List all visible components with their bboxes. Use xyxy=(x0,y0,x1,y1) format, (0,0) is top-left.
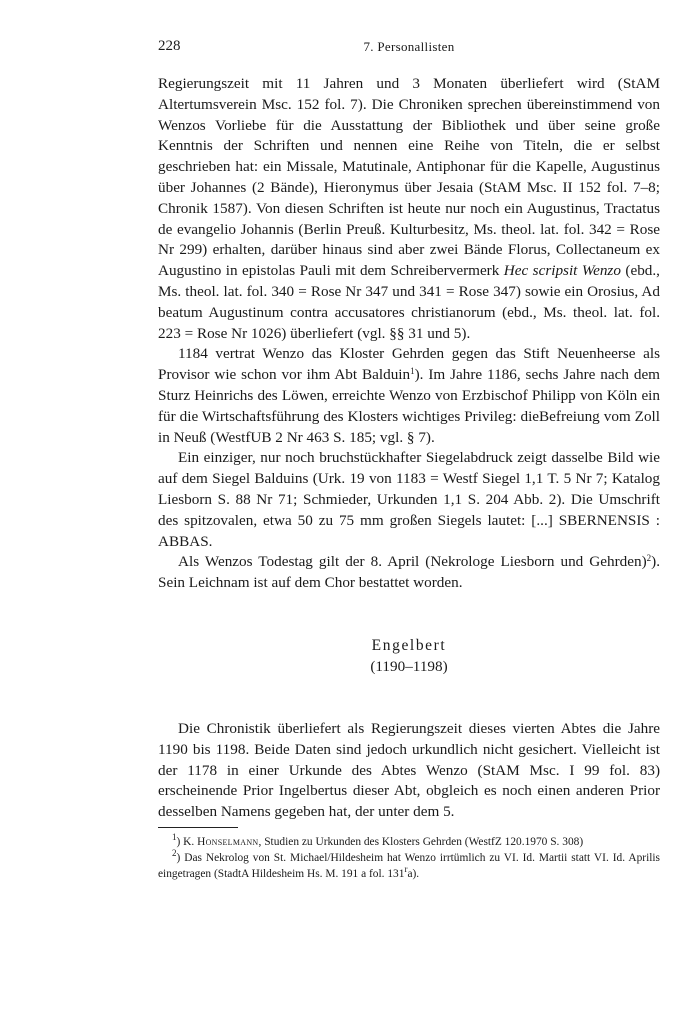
footnote-ref: 2 xyxy=(646,553,652,564)
paragraph xyxy=(158,74,660,344)
text-run: (ebd., Ms. theol. lat. fol. 340 = Rose Nr 347 und 341 = Rose 347) sowie ein Orosius, Ad beatum Augustinum contra accusatores christianorum (ebd., Ms. theol. lat. fol. 223 = Rose Nr 1026) überliefert (vgl. §§ 31 und 5). xyxy=(158,262,660,342)
footnote xyxy=(158,847,660,882)
section-years: (1190–1198) xyxy=(370,657,448,675)
text-run: a). xyxy=(407,867,420,880)
text-run: Regierungszeit mit 11 Jahren und 3 Monaten überliefert wird (StAM Altertumsverein Msc. 152 fol. 7). Die Chroniken sprechen übereinstimmend von Wenzos Vorliebe für die Ausstattung der Bibliothek und über seine große Kenntnis der Schriften und nennen eine Reihe von Titeln, die er selbst geschrieben hat: ein Missale, Matutinale, Antiphonar für die Kapelle, Augustinus über Johannes (2 Bände), Hieronymus über Jesaia (StAM Msc. II 152 fol. 7–8; Chronik 1587). Von diesen Schriften ist heute nur noch ein Augustinus, Tractatus de evangelio Johannis (Berlin Preuß. Kulturbesitz, Ms. theol. lat. fol. 342 = Rose Nr 299) erhalten, darüber hinaus sind aber zwei Bände Florus, Collectaneum ex Augustino in epistolas Pauli mit dem Schreibervermerk xyxy=(158,75,660,280)
superscript: r xyxy=(404,863,408,874)
text-run: 1184 vertrat Wenzo das Kloster Gehrden gegen das Stift Neuenheerse als Provisor wie schon vor ihm Abt Balduin xyxy=(158,345,660,384)
italic-run: Hec scripsit Wenzo xyxy=(503,262,621,280)
section-title: Engelbert xyxy=(371,636,447,654)
text-run: ) K. xyxy=(176,835,198,848)
section-heading xyxy=(158,635,660,677)
text-run: Als Wenzos Todestag gilt der 8. April (Nekrologe Liesborn und Gehrden) xyxy=(178,553,647,571)
paragraph xyxy=(158,448,660,552)
text-run: Ein einziger, nur noch bruchstückhafter Siegelabdruck zeigt dasselbe Bild wie auf dem Siegel Balduins (Urk. 19 von 1183 = Westf Siegel 1,1 T. 5 Nr 7; Katalog Liesborn S. 88 Nr 71; Schmieder, Urkunden 1,1 S. 204 Abb. 2). Die Umschrift des spitzovalen, etwa 50 zu 75 mm großen Siegels lautet: [...] SBERNENSIS : ABBAS. xyxy=(158,449,660,550)
page-number: 228 xyxy=(158,38,181,54)
footnote-number: 2 xyxy=(172,847,177,858)
footnote-divider xyxy=(158,827,238,828)
author-name: Honselmann xyxy=(197,835,259,848)
paragraph xyxy=(158,344,660,448)
running-title: 7. Personallisten xyxy=(363,39,455,54)
footnote xyxy=(158,831,660,850)
footnote-ref: 1 xyxy=(410,366,415,377)
text-run: ) Das Nekrolog von St. Michael/Hildesheim hat Wenzo irrtümlich zu VI. Id. Martii statt VI. Id. Aprilis eingetragen (StadtA Hildesheim Hs. M. 191 a fol. 131 xyxy=(158,851,660,880)
running-head xyxy=(158,38,660,60)
text-run: ). Sein Leichnam ist auf dem Chor bestattet worden. xyxy=(158,553,660,592)
text-run: Die Chronistik überliefert als Regierungszeit dieses vierten Abtes die Jahre 1190 bis 1198. Beide Daten sind jedoch urkundlich nicht gesichert. Vielleicht ist der 1178 in einer Urkunde des Abtes Wenzo (StAM Msc. I 99 fol. 83) erscheinende Prior Ingelbertus dieser Abt, obgleich es noch einen anderen Prior desselben Namens gegeben hat, der unter dem 5. xyxy=(158,719,660,821)
body-text xyxy=(158,74,660,594)
paragraph xyxy=(158,719,660,823)
paragraph xyxy=(158,552,660,594)
text-run: , Studien zu Urkunden des Klosters Gehrden (WestfZ 120.1970 S. 308) xyxy=(258,835,584,848)
section-body xyxy=(158,719,660,823)
footnote-number: 1 xyxy=(172,831,177,842)
book-page xyxy=(158,38,660,882)
text-run: ). Im Jahre 1186, sechs Jahre nach dem Sturz Heinrichs des Löwen, erreichte Wenzo von Erzbischof Philipp von Köln ein für die Wirtschaftsführung des Klosters wichtiges Privileg: dieBefreiung vom Zoll in Neuß (WestfUB 2 Nr 463 S. 185; vgl. § 7). xyxy=(158,366,660,446)
footnotes xyxy=(158,831,660,882)
